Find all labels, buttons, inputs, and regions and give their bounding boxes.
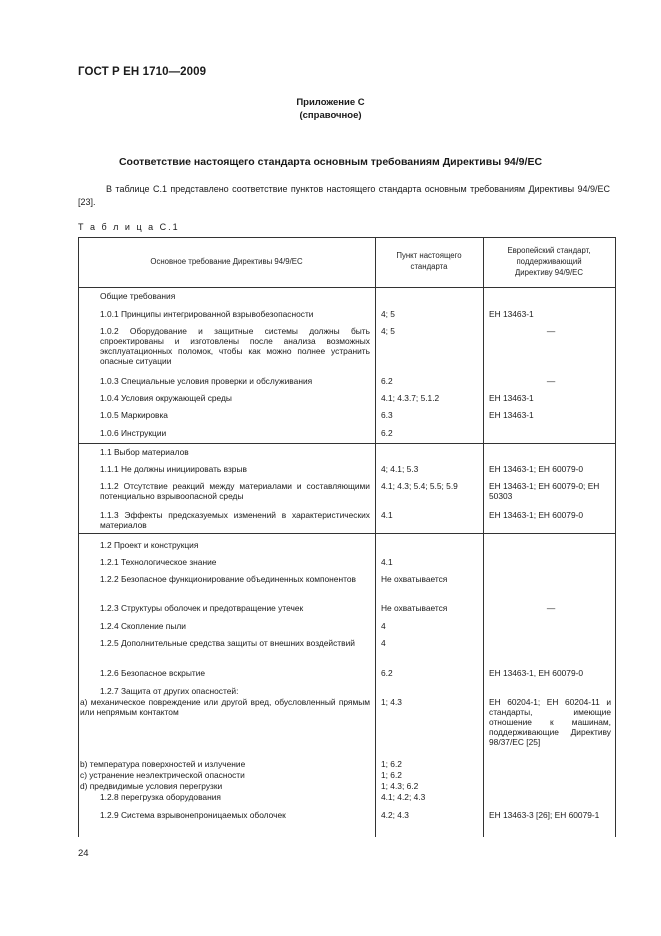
clause-cell: 4 <box>381 638 386 648</box>
table-row <box>78 510 374 530</box>
clause-cell: 1; 6.2 <box>381 759 402 769</box>
requirement-cell: 1.2.3 Структуры оболочек и предотвращение утечек <box>100 603 304 613</box>
clause-cell: 4; 4.1; 5.3 <box>381 464 419 474</box>
intro-text: В таблице С.1 представлено соответствие пунктов настоящего стандарта основным требованиям Директивы 94/9/EC [23]. <box>78 184 610 207</box>
standard-cell: — <box>546 326 556 336</box>
table-row <box>78 759 374 769</box>
requirement-cell: 1.2 Проект и конструкция <box>100 540 199 550</box>
requirement-cell: 1.1.2 Отсутствие реакций между материалами и составляющими потенциально взрывоопасной среды <box>100 481 370 501</box>
requirement-cell: 1.2.4 Скопление пыли <box>100 621 186 631</box>
annex-subtitle: (справочное) <box>299 110 362 121</box>
clause-cell: Не охватывается <box>381 574 448 584</box>
header-col-clause-line1: Пункт настоящего <box>396 251 462 260</box>
requirement-cell: 1.2.7 Защита от других опасностей: <box>100 686 239 696</box>
clause-cell: 4.1 <box>381 510 393 520</box>
table-row <box>78 447 374 457</box>
requirement-cell: 1.2.6 Безопасное вскрытие <box>100 668 206 678</box>
requirement-cell: 1.2.8 перегрузка оборудования <box>100 792 221 802</box>
table-label: Т а б л и ц а С.1 <box>78 222 180 232</box>
table-row <box>78 410 374 420</box>
clause-cell: 6.2 <box>381 668 393 678</box>
requirement-cell: b) температура поверхностей и излучение <box>80 759 246 769</box>
clause-cell: 4 <box>381 621 386 631</box>
clause-cell: 4; 5 <box>381 309 395 319</box>
clause-cell: 4.1 <box>381 557 393 567</box>
table-row <box>78 781 374 791</box>
requirement-cell: 1.0.2 Оборудование и защитные системы должны быть спроектированы и изготовлены после анализа возможных эксплуатационных поломок, чтобы как можно полнее устранить опасные ситуации <box>100 326 370 366</box>
header-col-standard-line3: Директиву 94/9/EC <box>515 268 583 277</box>
table-row <box>78 393 374 403</box>
clause-cell: 4.2; 4.3 <box>381 810 409 820</box>
requirement-cell: 1.0.4 Условия окружающей среды <box>100 393 232 403</box>
standard-cell: — <box>546 603 556 613</box>
requirement-cell: Общие требования <box>100 291 176 301</box>
table-row <box>78 810 374 820</box>
table-row <box>78 603 374 613</box>
requirement-cell: a) механическое повреждение или другой вред, обусловленный прямым или непрямым контактом <box>80 697 370 717</box>
clause-cell: Не охватывается <box>381 603 448 613</box>
requirement-cell: 1.2.1 Технологическое знание <box>100 557 217 567</box>
table-row <box>78 326 374 366</box>
standard-cell: ЕН 13463-1 <box>489 309 534 319</box>
clause-cell: 4.1; 4.3.7; 5.1.2 <box>381 393 440 403</box>
requirement-cell: 1.0.3 Специальные условия проверки и обслуживания <box>100 376 313 386</box>
clause-cell: 4; 5 <box>381 326 395 336</box>
clause-cell: 6.3 <box>381 410 393 420</box>
page-number: 24 <box>78 848 89 859</box>
requirement-cell: 1.0.5 Маркировка <box>100 410 168 420</box>
standard-cell: ЕН 13463-1; ЕН 60079-0 <box>489 464 584 474</box>
table-row <box>78 557 374 567</box>
table-row <box>78 309 374 319</box>
clause-cell: 1; 4.3 <box>381 697 402 707</box>
table-column-divider <box>483 237 484 837</box>
table-row <box>78 291 374 301</box>
header-col-standard-line2: поддерживающий <box>516 257 582 266</box>
table-border-right <box>615 237 616 837</box>
standard-cell: ЕН 13463-3 [26]; ЕН 60079-1 <box>489 810 600 820</box>
intro-paragraph <box>78 183 610 209</box>
table-row <box>78 697 374 717</box>
table-row <box>78 792 374 802</box>
table-column-divider <box>375 237 376 837</box>
standard-cell: ЕН 13463-1; ЕН 60079-0; ЕН 50303 <box>489 481 600 501</box>
table-group-divider <box>78 533 615 534</box>
requirements-table <box>78 237 615 837</box>
standard-cell: ЕН 60204-1; ЕН 60204-11 и стандарты, имеющие отношение к машинам, поддерживающие Директиву 98/37/EC [25] <box>489 697 611 747</box>
document-header: ГОСТ Р ЕН 1710—2009 <box>78 66 207 78</box>
header-col-clause-line2: стандарта <box>410 262 448 271</box>
clause-cell: 4.1; 4.3; 5.4; 5.5; 5.9 <box>381 481 458 491</box>
standard-cell: ЕН 13463-1 <box>489 393 534 403</box>
requirement-cell: 1.2.2 Безопасное функционирование объединенных компонентов <box>100 574 356 584</box>
requirement-cell: 1.0.6 Инструкции <box>100 428 167 438</box>
header-col-requirement: Основное требование Директивы 94/9/EC <box>150 257 303 266</box>
table-row <box>78 464 374 474</box>
table-row <box>78 574 374 584</box>
clause-cell: 6.2 <box>381 428 393 438</box>
table-row <box>78 621 374 631</box>
requirement-cell: c) устранение неэлектрической опасности <box>80 770 245 780</box>
requirement-cell: 1.2.9 Система взрывонепроницаемых оболочек <box>100 810 286 820</box>
requirement-cell: 1.1.3 Эффекты предсказуемых изменений в характеристических материалов <box>100 510 370 530</box>
clause-cell: 1; 4.3; 6.2 <box>381 781 419 791</box>
requirement-cell: 1.2.5 Дополнительные средства защиты от внешних воздействий <box>100 638 355 648</box>
table-row <box>78 668 374 678</box>
requirement-cell: 1.1 Выбор материалов <box>100 447 189 457</box>
table-row <box>78 770 374 780</box>
requirement-cell: 1.1.1 Не должны инициировать взрыв <box>100 464 247 474</box>
section-title: Соответствие настоящего стандарта основным требованиям Директивы 94/9/EC <box>118 156 543 168</box>
standard-cell: ЕН 13463-1; ЕН 60079-0 <box>489 510 584 520</box>
standard-cell: ЕН 13463-1 <box>489 410 534 420</box>
table-group-divider <box>78 443 615 444</box>
table-border-top <box>78 237 615 238</box>
requirement-cell: 1.0.1 Принципы интегрированной взрывобезопасности <box>100 309 314 319</box>
table-header-divider <box>78 287 615 288</box>
table-row <box>78 376 374 386</box>
clause-cell: 4.1; 4.2; 4.3 <box>381 792 426 802</box>
clause-cell: 6.2 <box>381 376 393 386</box>
table-row <box>78 540 374 550</box>
annex-title: Приложение С <box>296 97 365 108</box>
header-col-standard-line1: Европейский стандарт, <box>507 246 591 255</box>
table-row <box>78 428 374 438</box>
table-row <box>78 686 374 696</box>
standard-cell: ЕН 13463-1, ЕН 60079-0 <box>489 668 584 678</box>
requirement-cell: d) предвидимые условия перегрузки <box>80 781 223 791</box>
table-row <box>78 481 374 501</box>
clause-cell: 1; 6.2 <box>381 770 402 780</box>
table-row <box>78 638 374 648</box>
standard-cell: — <box>546 376 556 386</box>
